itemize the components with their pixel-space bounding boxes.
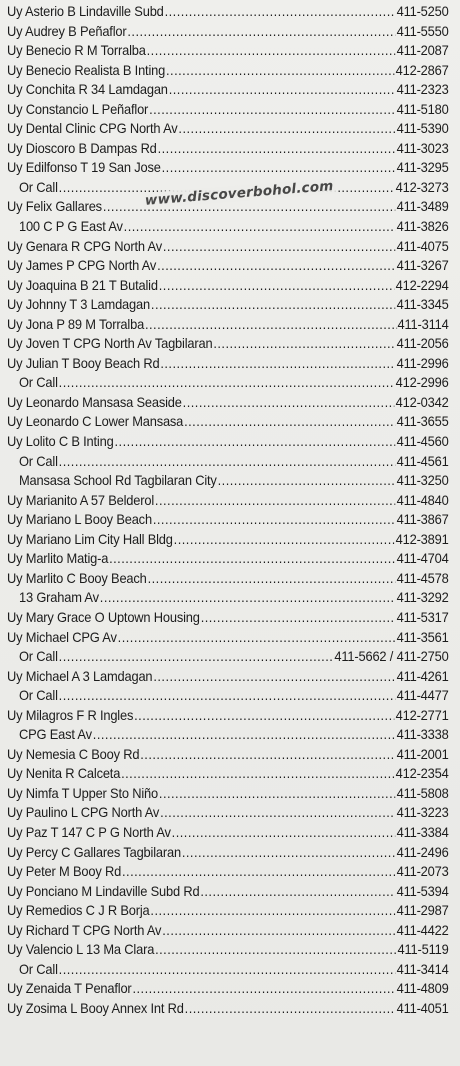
dot-leader [184,412,396,432]
entry-phone: 412-2771 [395,706,449,723]
directory-entry [7,960,449,980]
directory-entry [7,393,449,413]
entry-name: Uy Nemesia C Booy Rd [7,745,140,762]
entry-name: Uy Peter M Booy Rd [7,863,122,880]
entry-phone: 411-5317 [396,608,449,625]
directory-entry [7,139,449,159]
directory-entry [7,999,449,1019]
directory-entry [7,80,449,100]
dot-leader [153,510,396,530]
entry-phone: 411-4578 [396,569,449,586]
dot-leader [151,295,396,315]
dot-leader [118,628,396,648]
directory-entry [7,628,449,648]
entry-phone: 411-5808 [396,784,449,801]
entry-name: Uy Paz T 147 C P G North Av [7,823,171,840]
directory-entry [7,921,449,941]
entry-phone: 411-3867 [396,511,449,528]
directory-entry [7,784,449,804]
entry-name: Uy Leonardo Mansasa Seaside [7,393,182,410]
entry-name: Uy Percy C Gallares Tagbilaran [7,843,181,860]
dot-leader [121,764,395,784]
directory-entry [7,843,449,863]
dot-leader [134,706,395,726]
dot-leader [185,999,396,1019]
entry-name: Uy Julian T Booy Beach Rd [7,354,160,371]
directory-entry [7,158,449,178]
dot-leader [122,862,396,882]
entry-phone: 411-2996 [396,354,449,371]
entry-name: Uy Dioscoro B Dampas Rd [7,139,157,156]
entry-name: Or Call [18,648,58,665]
entry-name: Uy Milagros F R Ingles [7,706,134,723]
directory-entry [7,901,449,921]
dot-leader [153,667,395,687]
dot-leader [147,41,396,61]
entry-phone: 411-3114 [397,315,449,332]
directory-entry [7,686,449,706]
entry-phone: 411-2001 [396,745,449,762]
entry-name: Uy Constancio L Peñaflor [7,100,149,117]
dot-leader [213,334,395,354]
entry-name: Uy Valencio L 13 Ma Clara [7,941,155,958]
directory-entry [7,608,449,628]
entry-phone: 411-4840 [396,491,449,508]
dot-leader [155,940,397,960]
dot-leader [109,549,396,569]
directory-entry [7,569,449,589]
directory-entry [7,354,449,374]
directory-entry [7,432,449,452]
directory-entry [7,22,449,42]
entry-name: 13 Graham Av [18,589,99,606]
entry-phone: 411-4051 [396,999,449,1016]
entry-phone: 411-3267 [396,257,449,274]
directory-entry [7,549,449,569]
entry-name: Uy Remedios C J R Borja [7,902,150,919]
entry-phone: 411-2496 [396,843,449,860]
entry-name: Uy Asterio B Lindaville Subd [7,3,164,19]
directory-entry [7,373,449,393]
entry-phone: 411-2087 [396,42,449,59]
entry-name: Uy Mariano Lim City Hall Bldg [7,530,173,547]
entry-name: Uy Joaquina B 21 T Butalid [7,276,158,293]
dot-leader [124,217,396,237]
dot-leader [166,61,395,81]
dot-leader [149,100,396,120]
entry-name: Uy Michael A 3 Lamdagan [7,667,153,684]
dot-leader [59,373,395,393]
dot-leader [162,921,395,941]
dot-leader [114,432,395,452]
entry-phone: 412-3891 [395,530,449,547]
dot-leader [218,471,396,491]
dot-leader [145,315,397,335]
entry-name: Uy Leonardo C Lower Mansasa [7,413,184,430]
entry-name: Uy Conchita R 34 Lamdagan [7,81,168,98]
directory-entry [7,491,449,511]
entry-name: Uy Zenaida T Penaflor [7,980,132,997]
directory-entry [7,119,449,139]
entry-name: Uy James P CPG North Av [7,257,157,274]
directory-entry [7,256,449,276]
entry-phone: 411-2056 [396,335,449,352]
entry-name: Uy Ponciano M Lindaville Subd Rd [7,882,200,899]
entry-phone: 412-2354 [395,765,449,782]
dot-leader [59,960,396,980]
directory-entry [7,217,449,237]
directory-entry [7,471,449,491]
dot-leader [159,784,396,804]
directory-entry [7,295,449,315]
entry-name: Mansasa School Rd Tagbilaran City [18,472,217,489]
directory-entry [7,745,449,765]
entry-phone: 411-3250 [396,472,449,489]
entry-name: Uy Marlito Matig-a [7,550,109,567]
entry-phone: 411-5662 / 411-2750 [334,648,449,665]
entry-name: Uy Zosima L Booy Annex Int Rd [7,999,184,1016]
entry-phone: 411-5180 [396,100,449,117]
directory-entry [7,510,449,530]
dot-leader [169,80,396,100]
directory-entry [7,41,449,61]
entry-phone: 411-5119 [397,941,449,958]
dot-leader [140,745,395,765]
entry-phone: 411-5390 [396,120,449,137]
directory-entry [7,61,449,81]
directory-entry [7,823,449,843]
dot-leader [59,647,334,667]
dot-leader [162,158,396,178]
dot-leader [182,843,396,863]
entry-name: Or Call [18,178,58,195]
directory-entry [7,334,449,354]
directory-entry [7,237,449,257]
dot-leader [165,2,396,22]
directory-entry [7,647,449,667]
entry-name: Uy Marlito C Booy Beach [7,569,147,586]
dot-leader [132,979,395,999]
dot-leader [159,276,395,296]
entry-name: Uy Paulino L CPG North Av [7,804,160,821]
dot-leader [200,882,395,902]
entry-phone: 411-2323 [396,81,449,98]
entry-phone: 411-3223 [396,804,449,821]
entry-phone: 411-3338 [396,726,449,743]
entry-phone: 411-4075 [396,237,449,254]
entry-name: 100 C P G East Av [18,218,123,235]
directory-entry [7,667,449,687]
entry-name: Uy Audrey B Peñaflor [7,22,127,39]
dot-leader [174,530,395,550]
entry-name: Uy Nimfa T Upper Sto Niño [7,784,158,801]
entry-phone: 411-4560 [396,433,449,450]
dot-leader [100,588,396,608]
directory-entry [7,100,449,120]
dot-leader [172,823,396,843]
entry-phone: 411-4477 [396,687,449,704]
entry-phone: 412-0342 [395,393,449,410]
watermark: www.discoverbohol.com [144,178,335,209]
entry-phone: 411-3826 [396,218,449,235]
entry-name: Uy Benecio Realista B Inting [7,61,166,78]
entry-phone: 411-5394 [396,882,449,899]
directory-entry [7,764,449,784]
entry-phone: 411-3295 [396,159,449,176]
entry-name: Uy Joven T CPG North Av Tagbilaran [7,335,213,352]
directory-entry [7,452,449,472]
dot-leader [178,119,395,139]
directory-entry [7,2,449,22]
entry-phone: 412-3273 [395,178,449,195]
entry-name: Or Call [18,960,58,977]
directory-entry [7,979,449,999]
dot-leader [183,393,395,413]
dot-leader [157,256,396,276]
entry-phone: 411-3345 [396,296,449,313]
dot-leader [163,237,396,257]
entry-phone: 411-4704 [396,550,449,567]
entry-name: Uy Edilfonso T 19 San Jose [7,159,161,176]
entry-name: Uy Richard T CPG North Av [7,921,162,938]
entry-phone: 411-3384 [396,823,449,840]
entry-phone: 411-3023 [396,139,449,156]
directory-entry [7,940,449,960]
entry-name: Uy Genara R CPG North Av [7,237,162,254]
entry-phone: 412-2867 [395,61,449,78]
entry-name: Or Call [18,452,58,469]
entry-name: Uy Marianito A 57 Belderol [7,491,154,508]
directory-entry [7,882,449,902]
entry-phone: 411-3414 [396,960,449,977]
entry-phone: 411-5550 [396,22,449,39]
entry-name: Uy Benecio R M Torralba [7,42,146,59]
directory-entry [7,725,449,745]
dot-leader [150,901,395,921]
directory-entry [7,803,449,823]
dot-leader [155,491,396,511]
dot-leader [127,22,395,42]
dot-leader [158,139,396,159]
directory-entry [7,530,449,550]
entry-name: CPG East Av [18,726,92,743]
entry-name: Uy Mary Grace O Uptown Housing [7,608,200,625]
entry-phone: 412-2996 [395,374,449,391]
directory-entry [7,276,449,296]
directory-listing [7,2,449,1018]
entry-phone: 411-5250 [396,3,449,19]
directory-entry [7,706,449,726]
entry-phone: 411-4809 [396,980,449,997]
directory-entry [7,862,449,882]
entry-phone: 411-4261 [396,667,449,684]
entry-phone: 411-2073 [396,863,449,880]
entry-name: Uy Michael CPG Av [7,628,117,645]
entry-name: Uy Dental Clinic CPG North Av [7,120,178,137]
dot-leader [201,608,396,628]
entry-phone: 411-4561 [396,452,449,469]
entry-phone: 411-3655 [396,413,449,430]
entry-phone: 411-3489 [396,198,449,215]
entry-name: Uy Johnny T 3 Lamdagan [7,296,150,313]
dot-leader [160,354,395,374]
dot-leader [160,803,396,823]
entry-name: Uy Lolito C B Inting [7,433,114,450]
entry-name: Uy Felix Gallares [7,198,102,215]
entry-phone: 411-2987 [396,902,449,919]
dot-leader [59,452,396,472]
dot-leader [93,725,396,745]
dot-leader [59,686,396,706]
directory-entry [7,588,449,608]
directory-entry [7,412,449,432]
dot-leader [148,569,396,589]
entry-name: Uy Mariano L Booy Beach [7,511,152,528]
entry-name: Or Call [18,374,58,391]
entry-name: Or Call [18,687,58,704]
entry-phone: 411-3292 [396,589,449,606]
entry-name: Uy Nenita R Calceta [7,765,121,782]
entry-phone: 411-3561 [396,628,449,645]
entry-phone: 411-4422 [396,921,449,938]
entry-name: Uy Jona P 89 M Torralba [7,315,145,332]
directory-entry [7,315,449,335]
entry-phone: 412-2294 [395,276,449,293]
